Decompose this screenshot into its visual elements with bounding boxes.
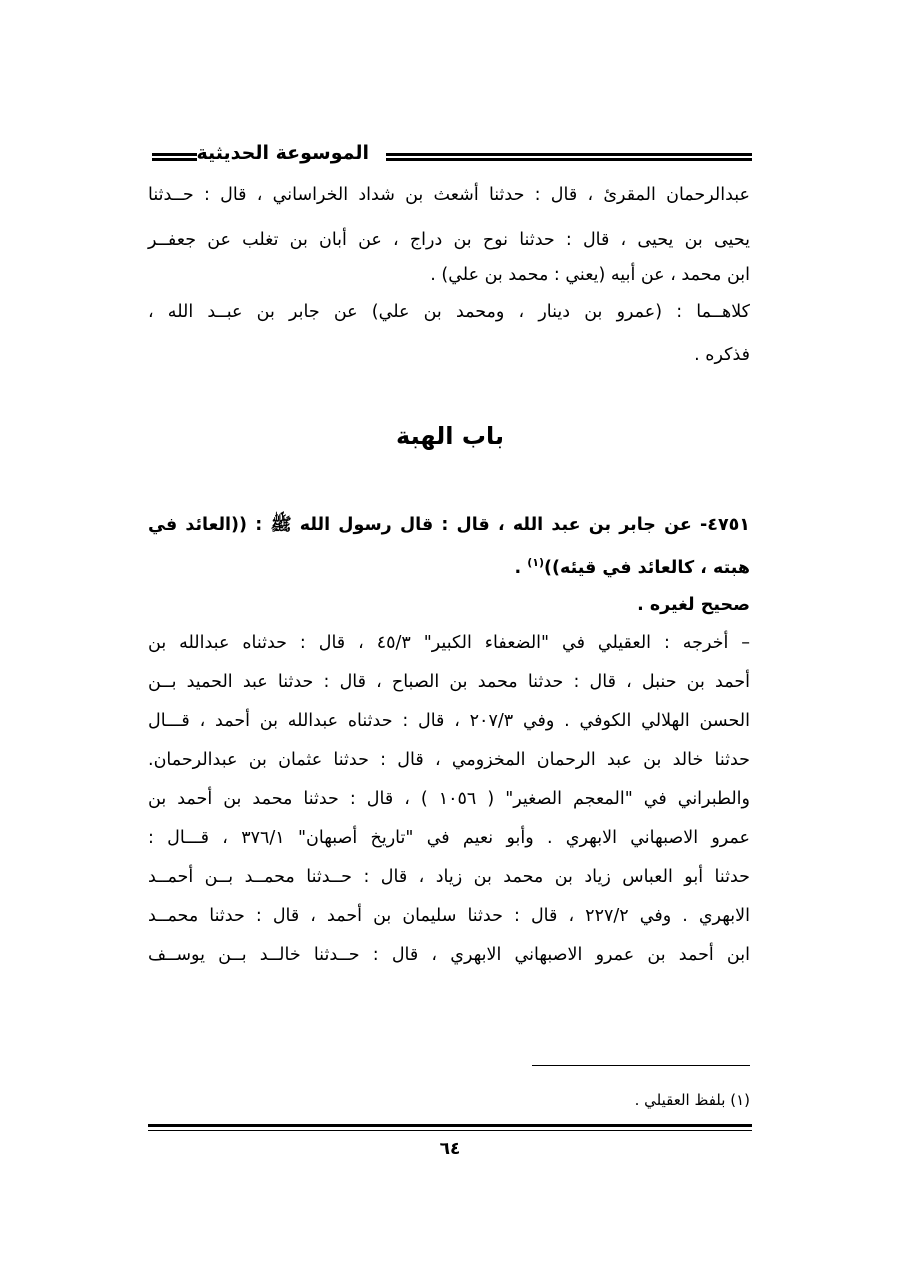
text-line: ابن محمد ، عن أبيه (يعني : محمد بن علي) . [430,265,750,285]
header-title: الموسوعة الحديثية [196,142,369,164]
takhrij-line: الابهري . وفي ٢٢٧/٢ ، قال : حدثنا سليمان بن أحمد ، قال : حدثنا محمــد [148,906,750,926]
text-line: عبدالرحمان المقرئ ، قال : حدثنا أشعث بن شداد الخراساني ، قال : حــدثنا [148,185,750,205]
takhrij-line: حدثنا خالد بن عبد الرحمان المخزومي ، قال : حدثنا عثمان بن عبدالرحمان. [148,750,750,770]
header-rule-left [152,153,197,161]
footnote-ref: (١) [527,556,544,569]
footnote-separator [532,1065,750,1066]
running-header [150,140,752,170]
page-number: ٦٤ [439,1139,461,1159]
hadith-grade: صحيح لغيره . [637,595,750,615]
text-line: يحيى بن يحيى ، قال : حدثنا نوح بن دراج ، عن أبان بن تغلب عن جعفــر [148,230,750,250]
takhrij-line: أحمد بن حنبل ، قال : حدثنا محمد بن الصباح ، قال : حدثنا عبد الحميد بــن [148,672,750,692]
takhrij-line: عمرو الاصبهاني الابهري . وأبو نعيم في "تاريخ أصبهان" ٣٧٦/١ ، قـــال : [148,828,750,848]
hadith-end: . [514,557,528,578]
hadith-line [148,548,750,578]
takhrij-line: – أخرجه : العقيلي في "الضعفاء الكبير" ٤٥/٣ ، قال : حدثناه عبدالله بن [148,633,751,653]
footnote: (١) بلفظ العقيلي . [634,1091,750,1109]
hadith-line: ٤٧٥١- عن جابر بن عبد الله ، قال : قال رسول الله ﷺ : ((العائد في [148,515,750,535]
footer-rule [148,1124,752,1131]
text-line: فذكره . [694,345,750,365]
chapter-title: باب الهبة [396,422,504,450]
takhrij-line: الحسن الهلالي الكوفي . وفي ٢٠٧/٣ ، قال : حدثناه عبدالله بن أحمد ، قـــال [148,711,750,731]
hadith-text: هبته ، كالعائد في قيئه)) [543,557,750,578]
takhrij-line: حدثنا أبو العباس زياد بن محمد بن زياد ، قال : حــدثنا محمــد بــن أحمــد [148,867,750,887]
takhrij-line: والطبراني في "المعجم الصغير" ( ١٠٥٦ ) ، قال : حدثنا محمد بن أحمد بن [148,789,750,809]
text-line: كلاهــما : (عمرو بن دينار ، ومحمد بن علي) عن جابر بن عبــد الله ، [148,302,750,322]
header-rule-right [386,153,752,161]
takhrij-line: ابن أحمد بن عمرو الاصبهاني الابهري ، قال : حــدثنا خالــد بــن يوســف [148,945,750,965]
